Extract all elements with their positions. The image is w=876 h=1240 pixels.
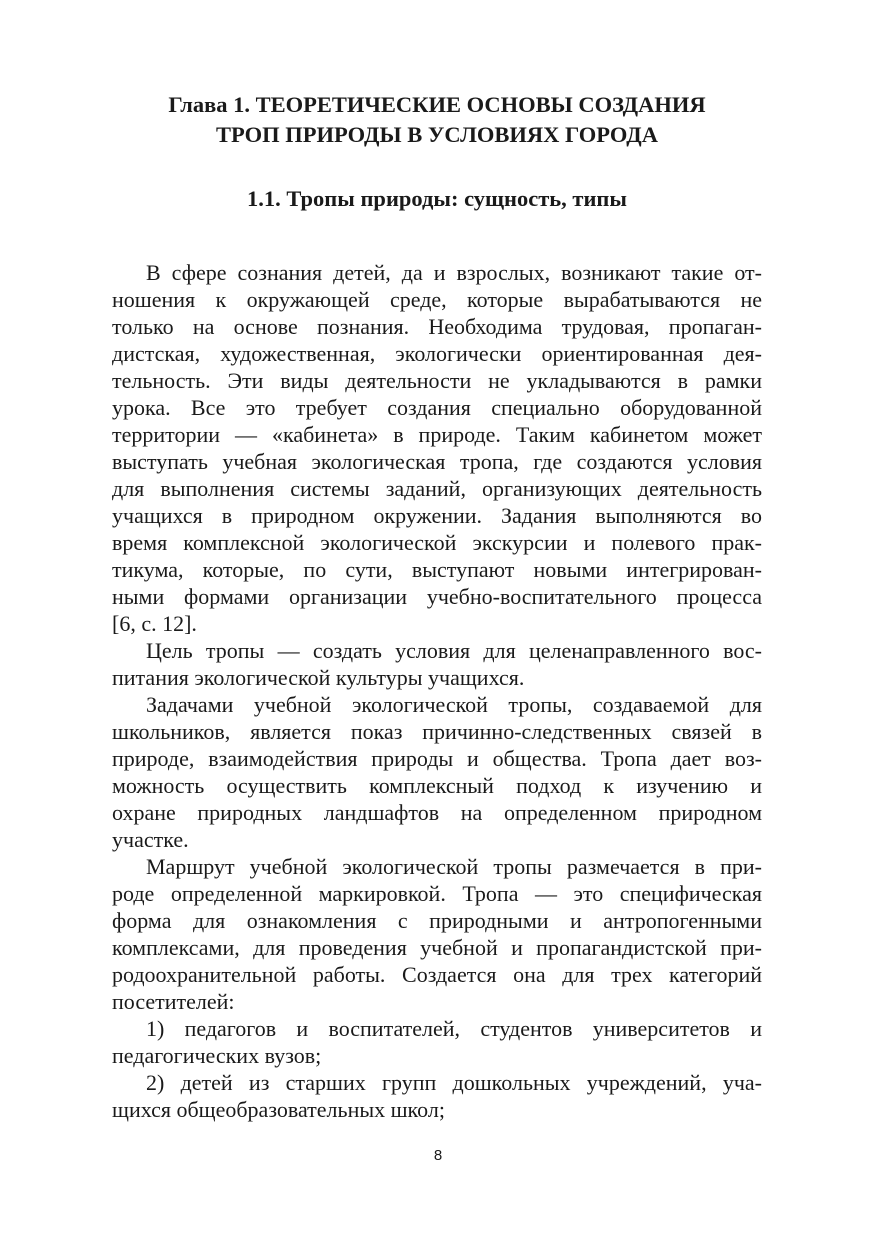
paragraph-line: В сфере сознания детей, да и взрослых, возникают такие от- <box>146 260 762 285</box>
chapter-title <box>112 90 762 150</box>
paragraph-line: территории — «кабинета» в природе. Таким кабинетом может <box>112 422 762 447</box>
paragraph-line: комплексами, для проведения учебной и пропагандистской при- <box>112 935 762 960</box>
paragraph-line: педагогических вузов; <box>112 1043 322 1068</box>
paragraph-line: только на основе познания. Необходима трудовая, пропаган- <box>112 314 762 339</box>
paragraph-line: урока. Все это требует создания специально оборудованной <box>112 395 762 420</box>
paragraph-line: Цель тропы — создать условия для целенаправленного вос- <box>146 638 762 663</box>
paragraph-line: участке. <box>112 827 189 852</box>
paragraph-line: тельность. Эти виды деятельности не укладываются в рамки <box>112 368 762 393</box>
paragraph-line: школьников, является показ причинно-следственных связей в <box>112 719 762 744</box>
paragraph-line: Маршрут учебной экологической тропы размечается в при- <box>146 854 762 879</box>
section-title: 1.1. Тропы природы: сущность, типы <box>247 186 627 211</box>
body-text <box>112 259 762 1123</box>
paragraph-line: 2) детей из старших групп дошкольных учреждений, уча- <box>146 1070 762 1095</box>
paragraph-line: учащихся в природном окружении. Задания выполняются во <box>112 503 762 528</box>
paragraph-line: форма для ознакомления с природными и антропогенными <box>112 908 762 933</box>
paragraph-2 <box>112 637 762 691</box>
paragraph-line: природе, взаимодействия природы и общества. Тропа дает воз- <box>112 746 762 771</box>
paragraph-line: тикума, которые, по сути, выступают новыми интегрирован- <box>112 557 762 582</box>
paragraph-line: время комплексной экологической экскурсии и полевого прак- <box>112 530 762 555</box>
chapter-title-line-1: Глава 1. ТЕОРЕТИЧЕСКИЕ ОСНОВЫ СОЗДАНИЯ <box>168 92 706 117</box>
page-number: 8 <box>433 1147 443 1164</box>
paragraph-line: для выполнения системы заданий, организующих деятельность <box>112 476 762 501</box>
paragraph-line: родоохранительной работы. Создается она для трех категорий <box>112 962 762 987</box>
paragraph-line: посетителей: <box>112 989 235 1014</box>
paragraph-line: выступать учебная экологическая тропа, где создаются условия <box>112 449 762 474</box>
list-item-2 <box>112 1069 762 1123</box>
chapter-title-line-2: ТРОП ПРИРОДЫ В УСЛОВИЯХ ГОРОДА <box>216 122 658 147</box>
paragraph-3 <box>112 691 762 853</box>
paragraph-line: 1) педагогов и воспитателей, студентов университетов и <box>146 1016 762 1041</box>
paragraph-line: дистская, художественная, экологически ориентированная дея- <box>112 341 762 366</box>
paragraph-1 <box>112 259 762 637</box>
paragraph-line: [6, с. 12]. <box>112 611 197 636</box>
paragraph-4 <box>112 853 762 1015</box>
paragraph-line: щихся общеобразовательных школ; <box>112 1097 445 1122</box>
paragraph-line: можность осуществить комплексный подход к изучению и <box>112 773 762 798</box>
paragraph-line: роде определенной маркировкой. Тропа — это специфическая <box>112 881 762 906</box>
paragraph-line: Задачами учебной экологической тропы, создаваемой для <box>146 692 762 717</box>
paragraph-line: ными формами организации учебно-воспитательного процесса <box>112 584 762 609</box>
paragraph-line: охране природных ландшафтов на определенном природном <box>112 800 762 825</box>
list-item-1 <box>112 1015 762 1069</box>
paragraph-line: питания экологической культуры учащихся. <box>112 665 525 690</box>
paragraph-line: ношения к окружающей среде, которые вырабатываются не <box>112 287 762 312</box>
